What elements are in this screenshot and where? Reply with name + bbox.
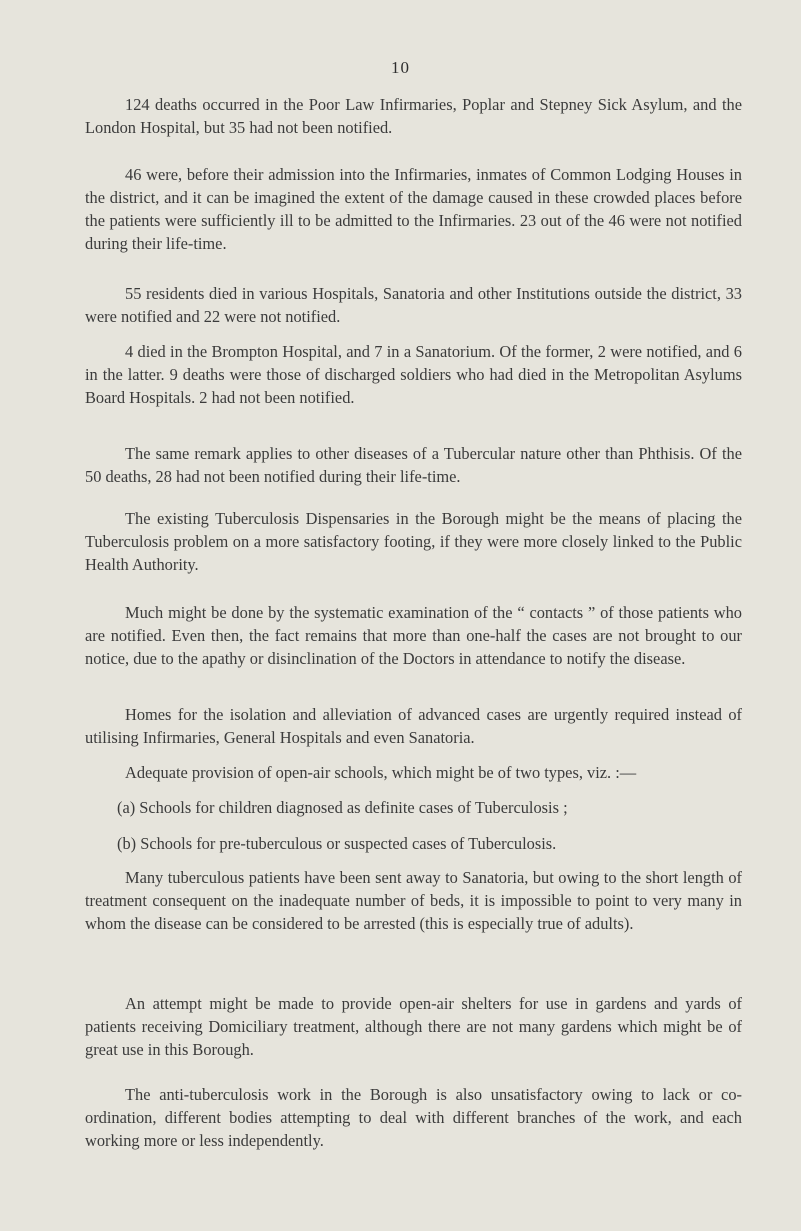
paragraph-brompton-hospital: 4 died in the Brompton Hospital, and 7 in a Sanatorium. Of the former, 2 were notified, and 6 in the latter. 9 deaths were those of discharged soldiers who had died in the Metropolitan Asylums Board Hospitals. 2 had not been notified. bbox=[85, 342, 742, 407]
list-item-a: (a) Schools for children diagnosed as definite cases of Tuberculosis ; bbox=[117, 798, 568, 817]
paragraph-lodging-houses: 46 were, before their admission into the Infirmaries, inmates of Common Lodging Houses in the district, and it can be imagined the extent of the damage caused in these crowded places before the patients were sufficiently ill to be admitted to the Infirmaries. 23 out of the 46 were not notified during their life-time. bbox=[85, 165, 742, 253]
paragraph-outside-district: 55 residents died in various Hospitals, Sanatoria and other Institutions outside the district, 33 were notified and 22 were not notified. bbox=[85, 284, 742, 326]
paragraph-homes-isolation: Homes for the isolation and alleviation of advanced cases are urgently required instead of utilising Infirmaries, General Hospitals and even Sanatoria. bbox=[85, 705, 742, 747]
paragraph-contacts: Much might be done by the systematic examination of the “ contacts ” of those patients who are notified. Even then, the fact remains that more than one-half the cases are not brought to our notice, due to the apathy or disinclination of the Doctors in attendance to notify the disease. bbox=[85, 603, 742, 668]
paragraph-sanatoria: Many tuberculous patients have been sent away to Sanatoria, but owing to the short length of treatment consequent on the inadequate number of beds, it is impossible to point to very many in whom the disease can be considered to be arrested (this is especially true of adults). bbox=[85, 868, 742, 933]
list-item-b: (b) Schools for pre-tuberculous or suspected cases of Tuberculosis. bbox=[117, 834, 557, 853]
paragraph-open-air-schools: Adequate provision of open-air schools, which might be of two types, viz. :— bbox=[125, 763, 637, 782]
paragraph-co-ordination: The anti-tuberculosis work in the Borough is also unsatisfactory owing to lack or co-ordination, different bodies attempting to deal with different branches of the work, and each working more or less independently. bbox=[85, 1085, 742, 1150]
paragraph-tubercular-diseases: The same remark applies to other diseases of a Tubercular nature other than Phthisis. Of the 50 deaths, 28 had not been notified during their life-time. bbox=[85, 444, 742, 486]
paragraph-open-air-shelters: An attempt might be made to provide open-air shelters for use in gardens and yards of patients receiving Domiciliary treatment, although there are not many gardens which might be of great use in this Borough. bbox=[85, 994, 742, 1059]
page-number: 10 bbox=[391, 58, 410, 77]
paragraph-infirmary-deaths: 124 deaths occurred in the Poor Law Infirmaries, Poplar and Stepney Sick Asylum, and the London Hospital, but 35 had not been notified. bbox=[85, 95, 742, 137]
paragraph-dispensaries: The existing Tuberculosis Dispensaries in the Borough might be the means of placing the Tuberculosis problem on a more satisfactory footing, if they were more closely linked to the Public Health Authority. bbox=[85, 509, 742, 574]
